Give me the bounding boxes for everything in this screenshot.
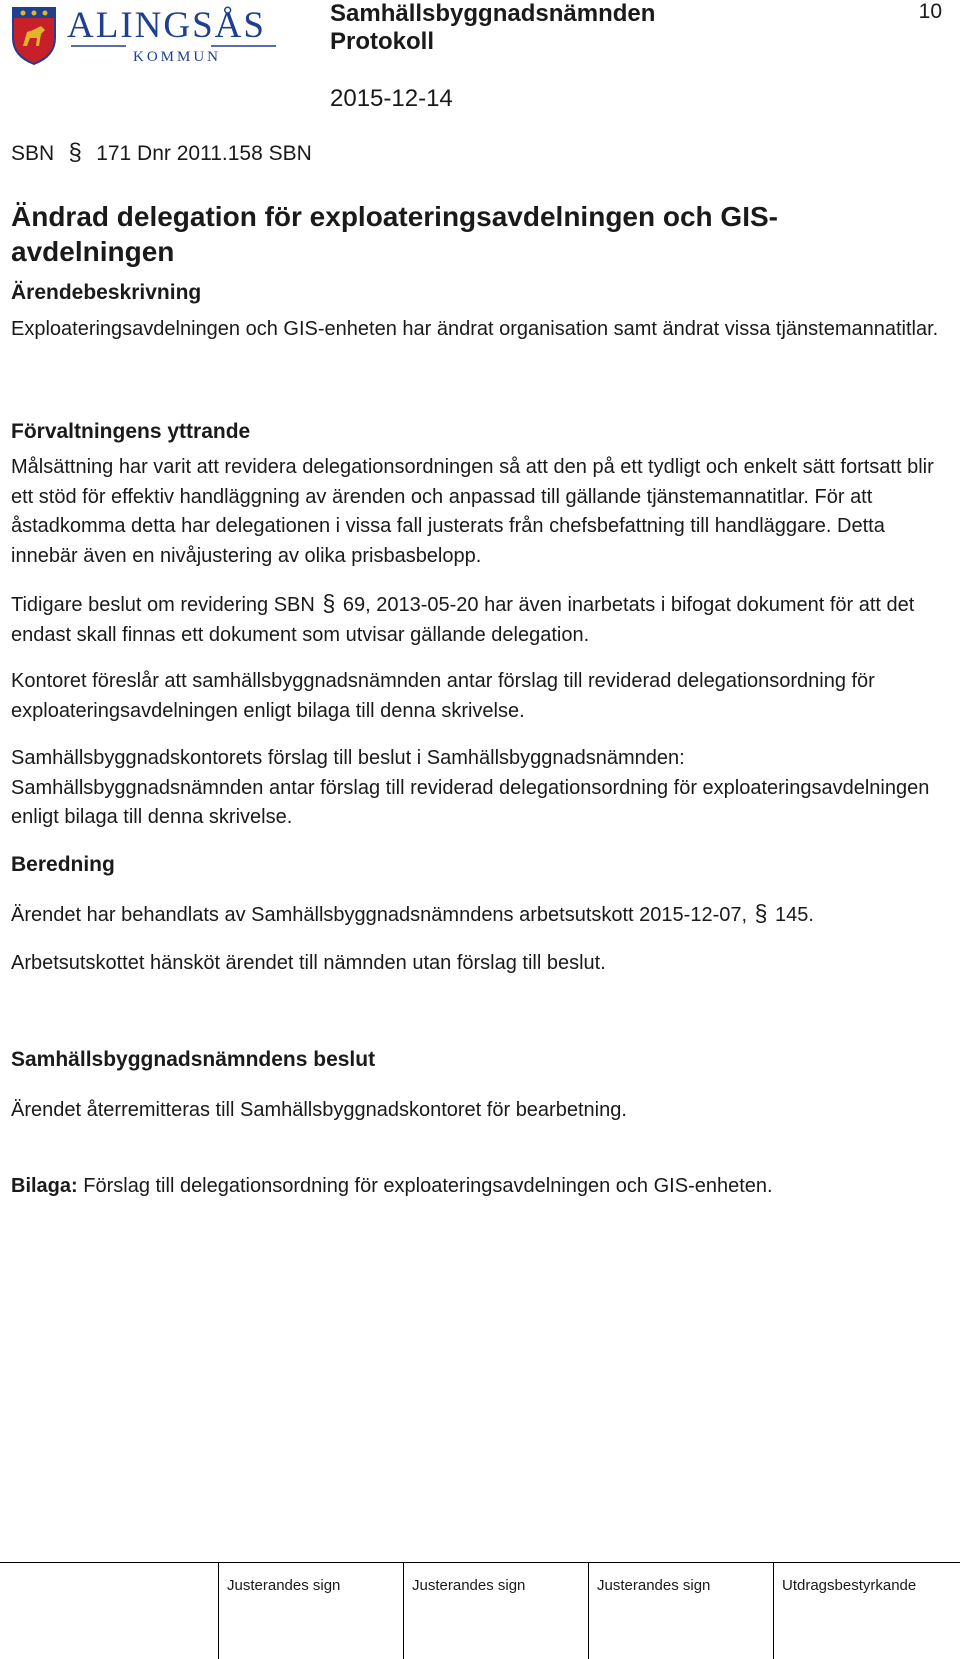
yttrande-paragraph-2 — [11, 589, 946, 650]
svg-text:KOMMUN: KOMMUN — [133, 49, 222, 65]
paragraph-sign: § — [322, 590, 336, 616]
heading-forvaltningens-yttrande: Förvaltningens yttrande — [11, 420, 251, 443]
heading-beredning: Beredning — [11, 853, 115, 876]
beredning-paragraph-2: Arbetsutskottet hänsköt ärendet till nämnden utan förslag till beslut. — [11, 952, 606, 974]
footer-divider — [773, 1562, 774, 1659]
footer-rule — [0, 1562, 960, 1563]
yttrande-p2-end: 69, 2013-05-20 har även inarbetats i bifogat dokument för att det endast skall finnas ett dokument som utvisar gällande delegation. — [11, 594, 915, 646]
document-date: 2015-12-14 — [330, 85, 453, 112]
svg-text:ALINGSÅS: ALINGSÅS — [67, 5, 266, 46]
yttrande-paragraph-3: Kontoret föreslår att samhällsbyggnadsnämnden antar förslag till reviderad delegationsordning för exploateringsavdelningen enligt bilaga till denna skrivelse. — [11, 670, 875, 722]
document-type: Protokoll — [330, 28, 435, 55]
beredning-paragraph-1 — [11, 899, 946, 931]
footer-signature-cell: Justerandes sign — [597, 1577, 711, 1594]
footer-divider — [588, 1562, 589, 1659]
case-prefix: SBN — [11, 142, 55, 165]
alingsas-kommun-logo — [11, 2, 291, 66]
document-title: Ändrad delegation för exploateringsavdelningen och GIS-avdelningen — [11, 201, 778, 267]
beredning-p1-start: Ärendet har behandlats av Samhällsbyggnadsnämndens arbetsutskott 2015-12-07, — [11, 904, 748, 926]
beslut-text: Ärendet återremitteras till Samhällsbyggnadskontoret för bearbetning. — [11, 1099, 627, 1121]
footer-certification-cell: Utdragsbestyrkande — [782, 1577, 917, 1594]
beredning-p1-end: 145. — [775, 904, 814, 926]
yttrande-paragraph-1: Målsättning har varit att revidera delegationsordningen så att den på ett tydligt och enkelt sätt fortsatt blir ett stöd för effektiv handläggning av ärenden och anpassad till gällande tjänstemannatitlar. För att åstadkomma detta har delegationen i vissa fall justerats från chefsbefattning till handläggare. Detta innebär även en nivåjustering av olika prisbasbelopp. — [11, 456, 934, 567]
bilaga-text: Förslag till delegationsordning för exploateringsavdelningen och GIS-enheten. — [83, 1175, 773, 1197]
bilaga — [11, 1172, 946, 1202]
heading-beslut: Samhällsbyggnadsnämndens beslut — [11, 1048, 376, 1071]
heading-arendebeskrivning: Ärendebeskrivning — [11, 281, 202, 304]
footer-divider — [403, 1562, 404, 1659]
footer-signature-cell: Justerandes sign — [412, 1577, 526, 1594]
arendebeskrivning-text: Exploateringsavdelningen och GIS-enheten har ändrat organisation samt ändrat vissa tjänstemannatitlar. — [11, 318, 939, 340]
forslag-heading-line: Samhällsbyggnadskontorets förslag till beslut i Samhällsbyggnadsnämnden: — [11, 747, 685, 769]
case-number: 171 Dnr 2011.158 SBN — [96, 142, 312, 165]
yttrande-paragraph-4 — [11, 744, 946, 833]
footer-signature-cell: Justerandes sign — [227, 1577, 341, 1594]
page-number: 10 — [918, 0, 942, 23]
forslag-text: Samhällsbyggnadsnämnden antar förslag till reviderad delegationsordning för exploateringsavdelningen enligt bilaga till denna skrivelse. — [11, 776, 930, 828]
committee-name: Samhällsbyggnadsnämnden — [330, 0, 656, 27]
bilaga-label: Bilaga: — [11, 1175, 78, 1197]
case-reference — [11, 141, 312, 166]
footer-divider — [218, 1562, 219, 1659]
yttrande-p2-start: Tidigare beslut om revidering SBN — [11, 594, 315, 616]
paragraph-sign: § — [754, 900, 768, 926]
paragraph-sign: § — [68, 139, 82, 166]
